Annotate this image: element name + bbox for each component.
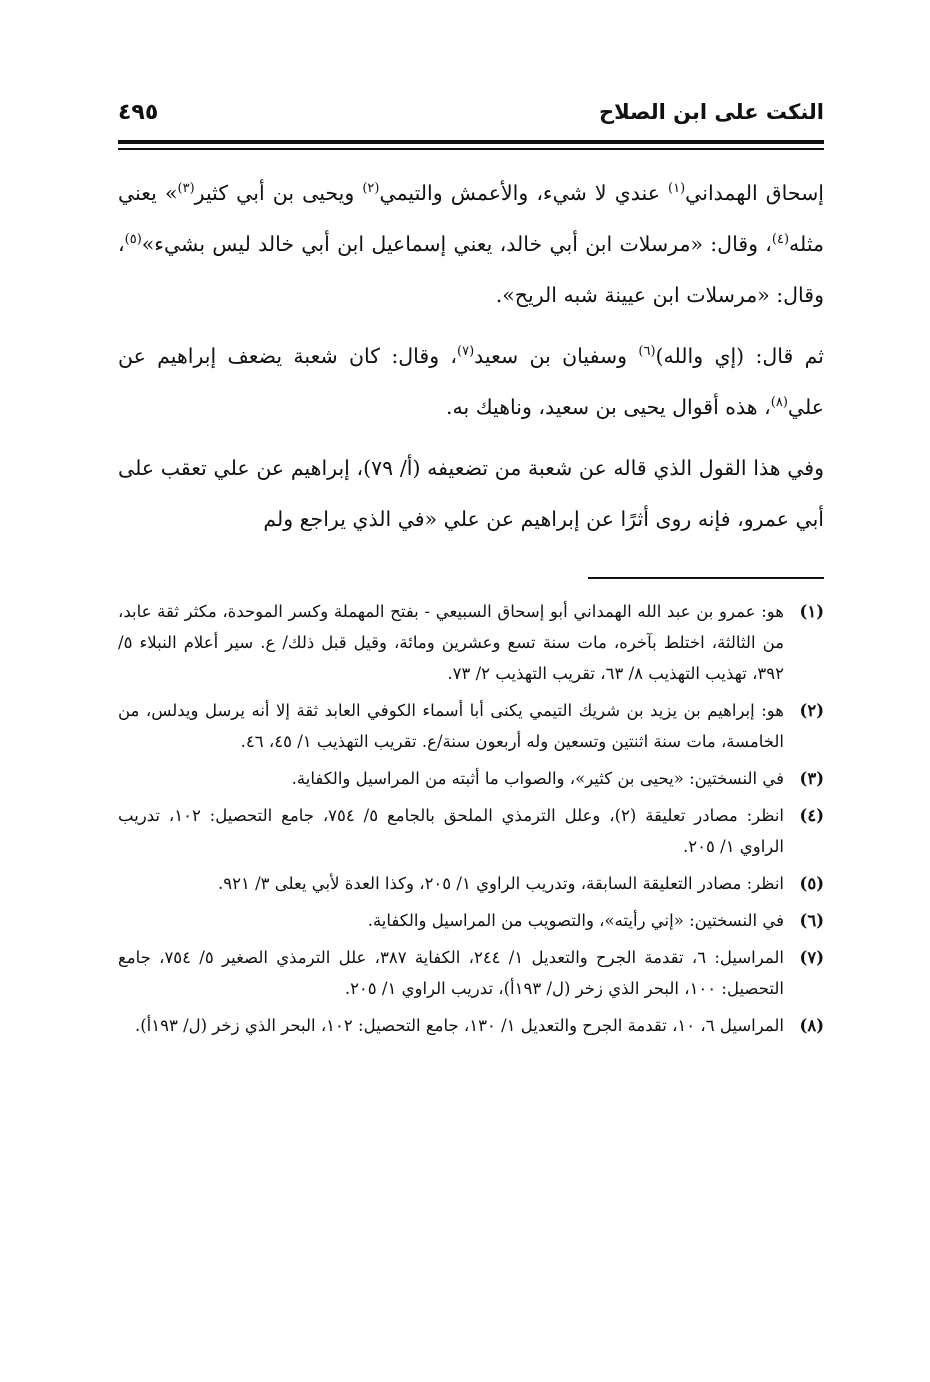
- text-run: ، وقال: «مرسلات ابن عيينة شبه الريح».: [118, 232, 824, 307]
- footnote-4: [118, 800, 824, 862]
- footnote-ref-8: (٨): [770, 395, 788, 411]
- footnote-1: [118, 596, 824, 689]
- footnote-number: (٧): [799, 948, 824, 967]
- text-run: عندي لا شيء، والأعمش والتيمي: [379, 181, 669, 205]
- text-run: ، هذه أقوال يحيى بن سعيد، وناهيك به.: [446, 395, 771, 419]
- main-text: [118, 168, 824, 555]
- header-rule-thick: [118, 140, 824, 144]
- footnote-text: انظر: مصادر التعليقة السابقة، وتدريب الراوي ١/ ٢٠٥، وكذا العدة لأبي يعلى ٣/ ٩٢١.: [218, 874, 784, 893]
- footnote-ref-2: (٢): [362, 181, 380, 197]
- footnote-ref-7: (٧): [457, 344, 475, 360]
- paragraph-2: [118, 331, 824, 433]
- footnote-number: (٦): [799, 911, 824, 930]
- page-header: [118, 96, 824, 136]
- footnote-3: [118, 763, 824, 794]
- text-run: وسفيان بن سعيد: [474, 344, 639, 368]
- footnote-text: المراسيل: ٦، تقدمة الجرح والتعديل ١/ ٢٤٤، الكفاية ٣٨٧، علل الترمذي الصغير ٥/ ٧٥٤، جامع التحصيل: ١٠٠، البحر الذي زخر (ل/ ١٩٣أ)، تدريب الراوي ١/ ٢٠٥.: [118, 948, 785, 998]
- text-run: » يعني مثله: [118, 181, 824, 256]
- footnote-text: هو: عمرو بن عبد الله الهمداني أبو إسحاق السبيعي - بفتح المهملة وكسر الموحدة، مكثر ثقة عابد، من الثالثة، اختلط بآخره، مات سنة تسع وعشرين ومائة، وقيل قبل ذلك/ ع. سير أعلام النبلاء ٥/ ٣٩٢، تهذيب التهذيب ٨/ ٦٣، تقريب التهذيب ٢/ ٧٣.: [118, 602, 784, 683]
- footnote-8: [118, 1010, 824, 1041]
- footnote-number: (٥): [799, 874, 824, 893]
- footnote-text: في النسختين: «يحيى بن كثير»، والصواب ما أثبته من المراسيل والكفاية.: [291, 769, 784, 788]
- footnote-number: (٨): [799, 1016, 824, 1035]
- footnote-text: هو: إبراهيم بن يزيد بن شريك التيمي يكنى أبا أسماء الكوفي العابد ثقة إلا أنه يرسل ويدلس، من الخامسة، مات سنة اثنتين وتسعين وله أربعون سنة/ع. تقريب التهذيب ١/ ٤٥، ٤٦.: [118, 701, 784, 751]
- footnote-5: [118, 868, 824, 899]
- footnote-number: (٣): [799, 769, 824, 788]
- footnote-text: في النسختين: «إني رأيته»، والتصويب من المراسيل والكفاية.: [367, 911, 784, 930]
- footnotes: [118, 596, 824, 1047]
- text-run: ، وقال: «مرسلات ابن أبي خالد، يعني إسماعيل ابن أبي خالد ليس بشيء»: [141, 232, 772, 256]
- page-number: ٤٩٥: [118, 100, 159, 125]
- running-title: النكت على ابن الصلاح: [598, 100, 824, 124]
- text-run: إسحاق الهمداني: [685, 181, 824, 205]
- footnote-ref-1: (١): [668, 181, 686, 197]
- footnote-ref-5: (٥): [124, 232, 142, 248]
- footnote-7: [118, 942, 824, 1004]
- footnote-number: (٢): [799, 701, 824, 720]
- footnote-separator: [588, 577, 824, 579]
- footnote-text: انظر: مصادر تعليقة (٢)، وعلل الترمذي الملحق بالجامع ٥/ ٧٥٤، جامع التحصيل: ١٠٢، تدريب الراوي ١/ ٢٠٥.: [118, 806, 784, 856]
- footnote-ref-4: (٤): [771, 232, 790, 248]
- header-rule-thin: [118, 148, 824, 150]
- footnote-number: (٤): [799, 806, 824, 825]
- footnote-6: [118, 905, 824, 936]
- paragraph-3: وفي هذا القول الذي قاله عن شعبة من تضعيفه (أ/ ٧٩)، إبراهيم عن علي تعقب على أبي عمرو، فإنه روى أثرًا عن إبراهيم عن علي «في الذي يراجع ولم: [118, 456, 824, 531]
- footnote-2: [118, 695, 824, 757]
- text-run: ثم قال: (إي والله): [655, 344, 825, 368]
- text-run: ، وقال: كان شعبة يضعف إبراهيم عن علي: [118, 344, 824, 419]
- paragraph-1: [118, 168, 824, 321]
- footnote-text: المراسيل ٦، ١٠، تقدمة الجرح والتعديل ١/ ١٣٠، جامع التحصيل: ١٠٢، البحر الذي زخر (ل/ ١٩٣أ).: [134, 1016, 784, 1035]
- footnote-ref-3: (٣): [177, 181, 195, 197]
- footnote-number: (١): [799, 602, 824, 621]
- footnote-ref-6: (٦): [638, 344, 656, 360]
- text-run: ويحيى بن أبي كثير: [194, 181, 363, 205]
